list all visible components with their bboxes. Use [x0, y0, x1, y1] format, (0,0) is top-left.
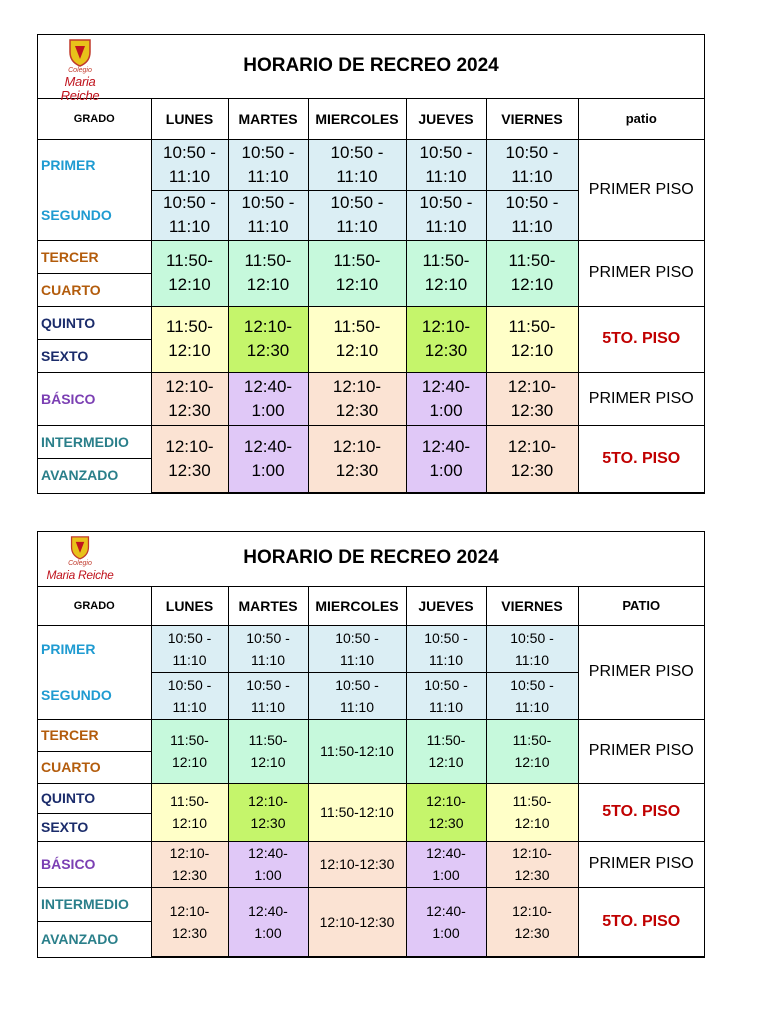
grade-cuarto: CUARTO [38, 273, 151, 306]
time-cell: 11:50- 12:10 [308, 240, 406, 306]
time-cell: 12:10-12:30 [308, 887, 406, 956]
grade-primer: PRIMER [38, 139, 151, 190]
header-viernes: VIERNES [486, 99, 578, 139]
grade-sexto: SEXTO [38, 339, 151, 372]
header-miercoles: MIERCOLES [308, 587, 406, 625]
grade-avanzado: AVANZADO [38, 921, 151, 956]
grade-tercer: TERCER [38, 240, 151, 273]
time-cell: 12:10- 12:30 [406, 783, 486, 841]
time-cell: 10:50 - 11:10 [406, 190, 486, 240]
patio-cell: 5TO. PISO [578, 887, 704, 956]
time-cell: 11:50- 12:10 [486, 783, 578, 841]
patio-cell: 5TO. PISO [578, 306, 704, 372]
time-cell: 12:10- 12:30 [228, 783, 308, 841]
header-grado: GRADO [38, 587, 151, 625]
header-jueves: JUEVES [406, 99, 486, 139]
patio-cell: PRIMER PISO [578, 625, 704, 719]
grade-quinto: QUINTO [38, 783, 151, 813]
grade-sexto: SEXTO [38, 813, 151, 841]
time-cell: 12:10- 12:30 [308, 425, 406, 492]
grade-cuarto: CUARTO [38, 751, 151, 783]
page-title: HORARIO DE RECREO 2024 [243, 547, 499, 568]
patio-cell: PRIMER PISO [578, 719, 704, 783]
time-cell: 11:50- 12:10 [406, 719, 486, 783]
header-viernes: VIERNES [486, 587, 578, 625]
time-cell: 11:50-12:10 [308, 783, 406, 841]
header-martes: MARTES [228, 99, 308, 139]
page-title: HORARIO DE RECREO 2024 [243, 55, 499, 76]
time-cell: 10:50 - 11:10 [228, 190, 308, 240]
time-cell: 10:50 - 11:10 [151, 672, 228, 719]
time-cell: 11:50-12:10 [308, 719, 406, 783]
grade-intermedio: INTERMEDIO [38, 425, 151, 458]
time-cell: 12:10- 12:30 [151, 372, 228, 425]
time-cell: 12:10- 12:30 [228, 306, 308, 372]
schedule-table [38, 99, 704, 493]
time-cell: 10:50 - 11:10 [486, 139, 578, 190]
logo-small-text: Colegio [68, 67, 92, 74]
grade-intermedio: INTERMEDIO [38, 887, 151, 921]
time-cell: 12:10- 12:30 [308, 372, 406, 425]
grade-tercer: TERCER [38, 719, 151, 751]
patio-cell: PRIMER PISO [578, 841, 704, 887]
header-miercoles: MIERCOLES [308, 99, 406, 139]
time-cell: 12:10- 12:30 [406, 306, 486, 372]
header-lunes: LUNES [151, 587, 228, 625]
time-cell: 11:50- 12:10 [308, 306, 406, 372]
header-grado: GRADO [38, 99, 151, 139]
time-cell: 11:50- 12:10 [151, 240, 228, 306]
time-cell: 10:50 - 11:10 [151, 625, 228, 672]
time-cell: 12:10- 12:30 [151, 887, 228, 956]
time-cell: 11:50- 12:10 [151, 306, 228, 372]
time-cell: 10:50 - 11:10 [308, 190, 406, 240]
time-cell: 11:50- 12:10 [486, 240, 578, 306]
time-cell: 10:50 - 11:10 [151, 190, 228, 240]
time-cell: 10:50 - 11:10 [308, 625, 406, 672]
patio-cell: 5TO. PISO [578, 783, 704, 841]
time-cell: 12:40- 1:00 [228, 372, 308, 425]
time-cell: 12:40- 1:00 [406, 425, 486, 492]
header-patio: PATIO [578, 587, 704, 625]
time-cell: 10:50 - 11:10 [406, 139, 486, 190]
time-cell: 12:10- 12:30 [486, 887, 578, 956]
time-cell: 12:40- 1:00 [228, 841, 308, 887]
time-cell: 10:50 - 11:10 [228, 139, 308, 190]
patio-cell: PRIMER PISO [578, 240, 704, 306]
time-cell: 10:50 - 11:10 [151, 139, 228, 190]
grade-segundo: SEGUNDO [38, 190, 151, 240]
time-cell: 12:40- 1:00 [406, 372, 486, 425]
time-cell: 11:50- 12:10 [486, 719, 578, 783]
time-cell: 10:50 - 11:10 [486, 672, 578, 719]
time-cell: 10:50 - 11:10 [228, 625, 308, 672]
logo-name: Maria Reiche [46, 568, 114, 582]
time-cell: 11:50- 12:10 [406, 240, 486, 306]
time-cell: 10:50 - 11:10 [228, 672, 308, 719]
header-patio: patio [578, 99, 704, 139]
logo-small-text: Colegio [68, 560, 92, 567]
grade-avanzado: AVANZADO [38, 458, 151, 492]
time-cell: 11:50- 12:10 [486, 306, 578, 372]
time-cell: 12:10- 12:30 [486, 425, 578, 492]
time-cell: 10:50 - 11:10 [486, 625, 578, 672]
schedule-1 [37, 34, 705, 494]
time-cell: 12:10- 12:30 [151, 841, 228, 887]
header-jueves: JUEVES [406, 587, 486, 625]
time-cell: 11:50- 12:10 [228, 240, 308, 306]
schedule-2 [37, 531, 705, 958]
time-cell: 12:10- 12:30 [151, 425, 228, 492]
time-cell: 11:50- 12:10 [151, 719, 228, 783]
logo-name: Maria Reiche [60, 74, 100, 103]
header-lunes: LUNES [151, 99, 228, 139]
schedule-header [38, 35, 704, 103]
time-cell: 12:10-12:30 [308, 841, 406, 887]
schedule-table [38, 587, 704, 957]
time-cell: 10:50 - 11:10 [308, 139, 406, 190]
time-cell: 12:40- 1:00 [406, 887, 486, 956]
time-cell: 11:50- 12:10 [228, 719, 308, 783]
time-cell: 11:50- 12:10 [151, 783, 228, 841]
time-cell: 10:50 - 11:10 [406, 625, 486, 672]
patio-cell: PRIMER PISO [578, 372, 704, 425]
grade-primer: PRIMER [38, 625, 151, 672]
time-cell: 10:50 - 11:10 [406, 672, 486, 719]
patio-cell: PRIMER PISO [578, 139, 704, 240]
schedule-header [38, 532, 704, 587]
grade-quinto: QUINTO [38, 306, 151, 339]
time-cell: 12:40- 1:00 [228, 887, 308, 956]
time-cell: 12:10- 12:30 [486, 372, 578, 425]
time-cell: 12:40- 1:00 [406, 841, 486, 887]
grade-segundo: SEGUNDO [38, 672, 151, 719]
time-cell: 12:40- 1:00 [228, 425, 308, 492]
grade-basico: BÁSICO [38, 372, 151, 425]
time-cell: 10:50 - 11:10 [486, 190, 578, 240]
time-cell: 10:50 - 11:10 [308, 672, 406, 719]
time-cell: 12:10- 12:30 [486, 841, 578, 887]
header-martes: MARTES [228, 587, 308, 625]
grade-basico: BÁSICO [38, 841, 151, 887]
patio-cell: 5TO. PISO [578, 425, 704, 492]
